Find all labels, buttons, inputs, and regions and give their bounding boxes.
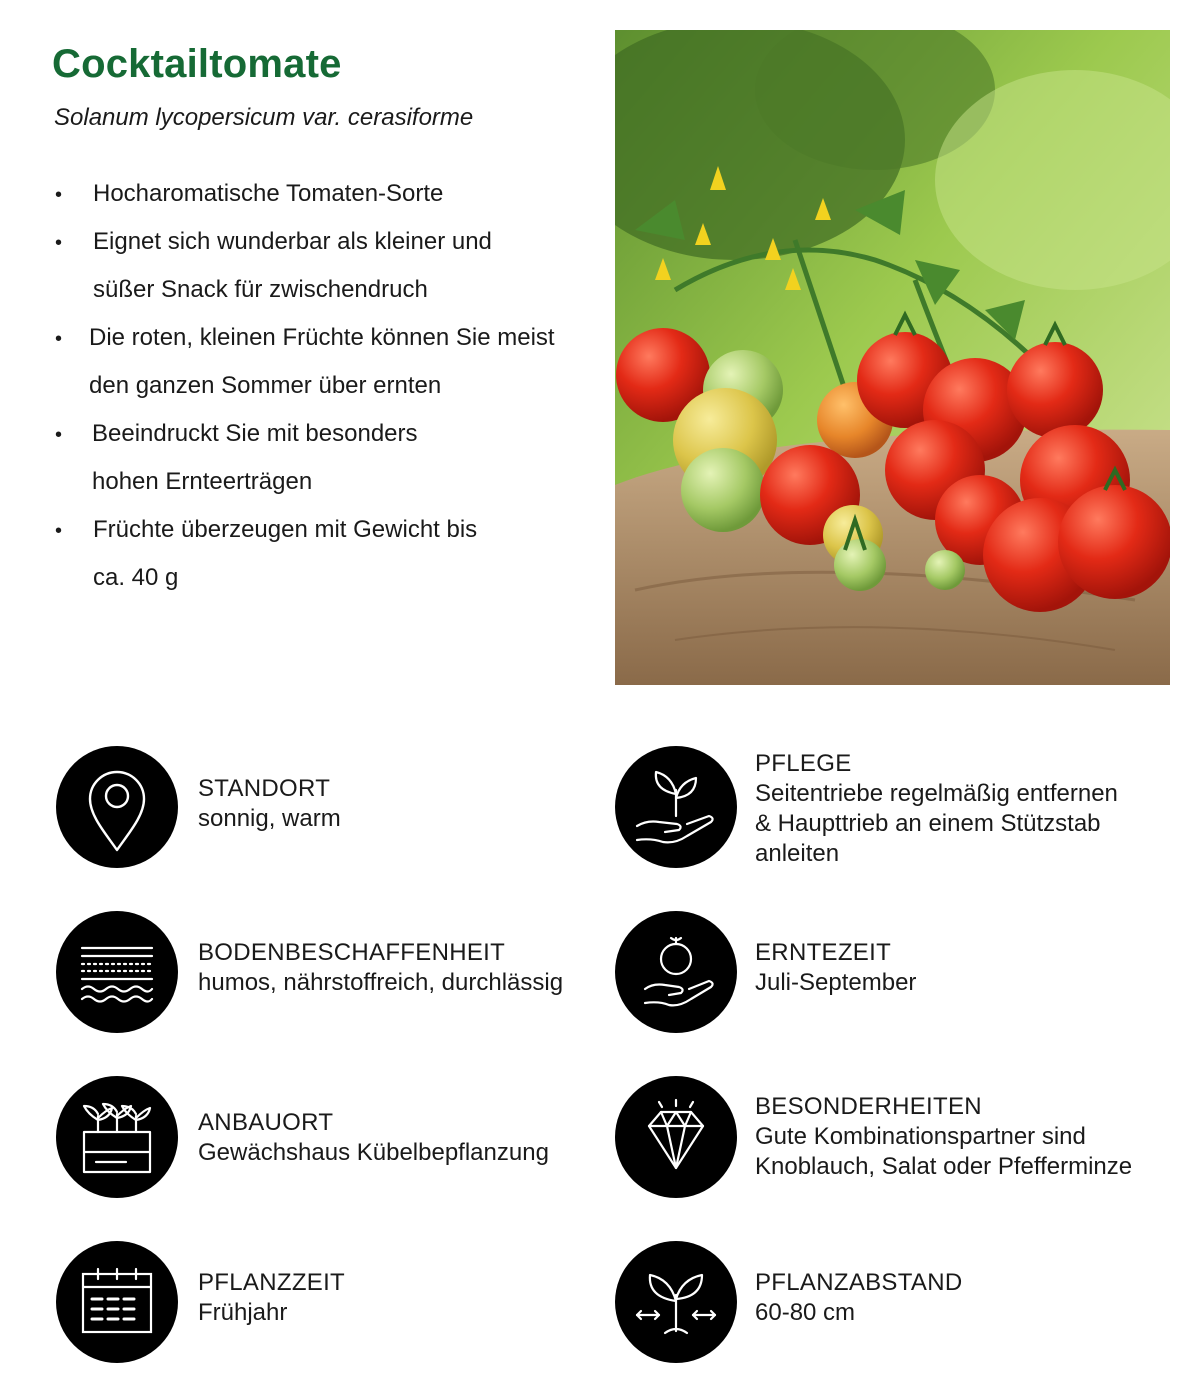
anbauort-label: ANBAUORT — [198, 1109, 334, 1136]
feature-line: Die roten, kleinen Früchte können Sie meist — [89, 324, 555, 351]
page-title: Cocktailtomate — [52, 42, 342, 86]
pflanzabstand-label: PFLANZABSTAND — [755, 1269, 963, 1296]
feature-line: hohen Ernteerträgen — [92, 468, 313, 495]
erntezeit-info — [755, 938, 916, 998]
standort-label: STANDORT — [198, 775, 331, 802]
feature-line: Beeindruckt Sie mit besonders — [92, 420, 418, 447]
plant-spacing-icon — [615, 1241, 737, 1363]
bullet-marker: • — [55, 232, 63, 254]
pflege-info — [755, 749, 1118, 869]
bullet-marker: • — [55, 184, 63, 206]
location-pin-icon — [56, 746, 178, 868]
calendar-icon — [56, 1241, 178, 1363]
pflanzabstand-value: 60-80 cm — [755, 1299, 856, 1326]
botanical-name: Solanum lycopersicum var. cerasiforme — [54, 104, 474, 131]
pflanzzeit-value: Frühjahr — [198, 1299, 288, 1326]
feature-line: ca. 40 g — [93, 564, 179, 591]
feature-line: den ganzen Sommer über ernten — [89, 372, 442, 399]
feature-line: Hocharomatische Tomaten-Sorte — [93, 180, 444, 207]
boden-value: humos, nährstoffreich, durchlässig — [198, 969, 564, 996]
pflege-value-line: Seitentriebe regelmäßig entfernen — [755, 780, 1118, 807]
diamond-icon — [615, 1076, 737, 1198]
anbauort-value: Gewächshaus Kübelbepflanzung — [198, 1139, 549, 1166]
feature-line: süßer Snack für zwischendruch — [93, 276, 428, 303]
feature-line: Eignet sich wunderbar als kleiner und — [93, 228, 492, 255]
bullet-marker: • — [55, 520, 63, 542]
soil-layers-icon — [56, 911, 178, 1033]
standort-info — [198, 774, 341, 834]
pflege-label: PFLEGE — [755, 750, 852, 777]
erntezeit-value: Juli-September — [755, 969, 917, 996]
anbauort-info — [198, 1108, 549, 1168]
bullet-marker: • — [55, 328, 63, 350]
seedling-hand-icon — [615, 746, 737, 868]
standort-value: sonnig, warm — [198, 805, 341, 832]
feature-line: Früchte überzeugen mit Gewicht bis — [93, 516, 478, 543]
fruit-hand-icon — [615, 911, 737, 1033]
pflanzabstand-info — [755, 1268, 963, 1328]
besonderheiten-value-line: Gute Kombinationspartner sind — [755, 1123, 1086, 1150]
pflanzzeit-label: PFLANZZEIT — [198, 1269, 346, 1296]
boden-info — [198, 938, 563, 998]
besonderheiten-info — [755, 1092, 1132, 1182]
besonderheiten-label: BESONDERHEITEN — [755, 1093, 982, 1120]
plant-box-icon — [56, 1076, 178, 1198]
besonderheiten-value-line: Knoblauch, Salat oder Pfefferminze — [755, 1153, 1133, 1180]
boden-label: BODENBESCHAFFENHEIT — [198, 939, 506, 966]
pflege-value-line: anleiten — [755, 840, 840, 867]
tomato-photo — [615, 30, 1170, 685]
erntezeit-label: ERNTEZEIT — [755, 939, 892, 966]
pflanzzeit-info — [198, 1268, 345, 1328]
pflege-value-line: & Haupttrieb an einem Stützstab — [755, 810, 1101, 837]
bullet-marker: • — [55, 424, 63, 446]
